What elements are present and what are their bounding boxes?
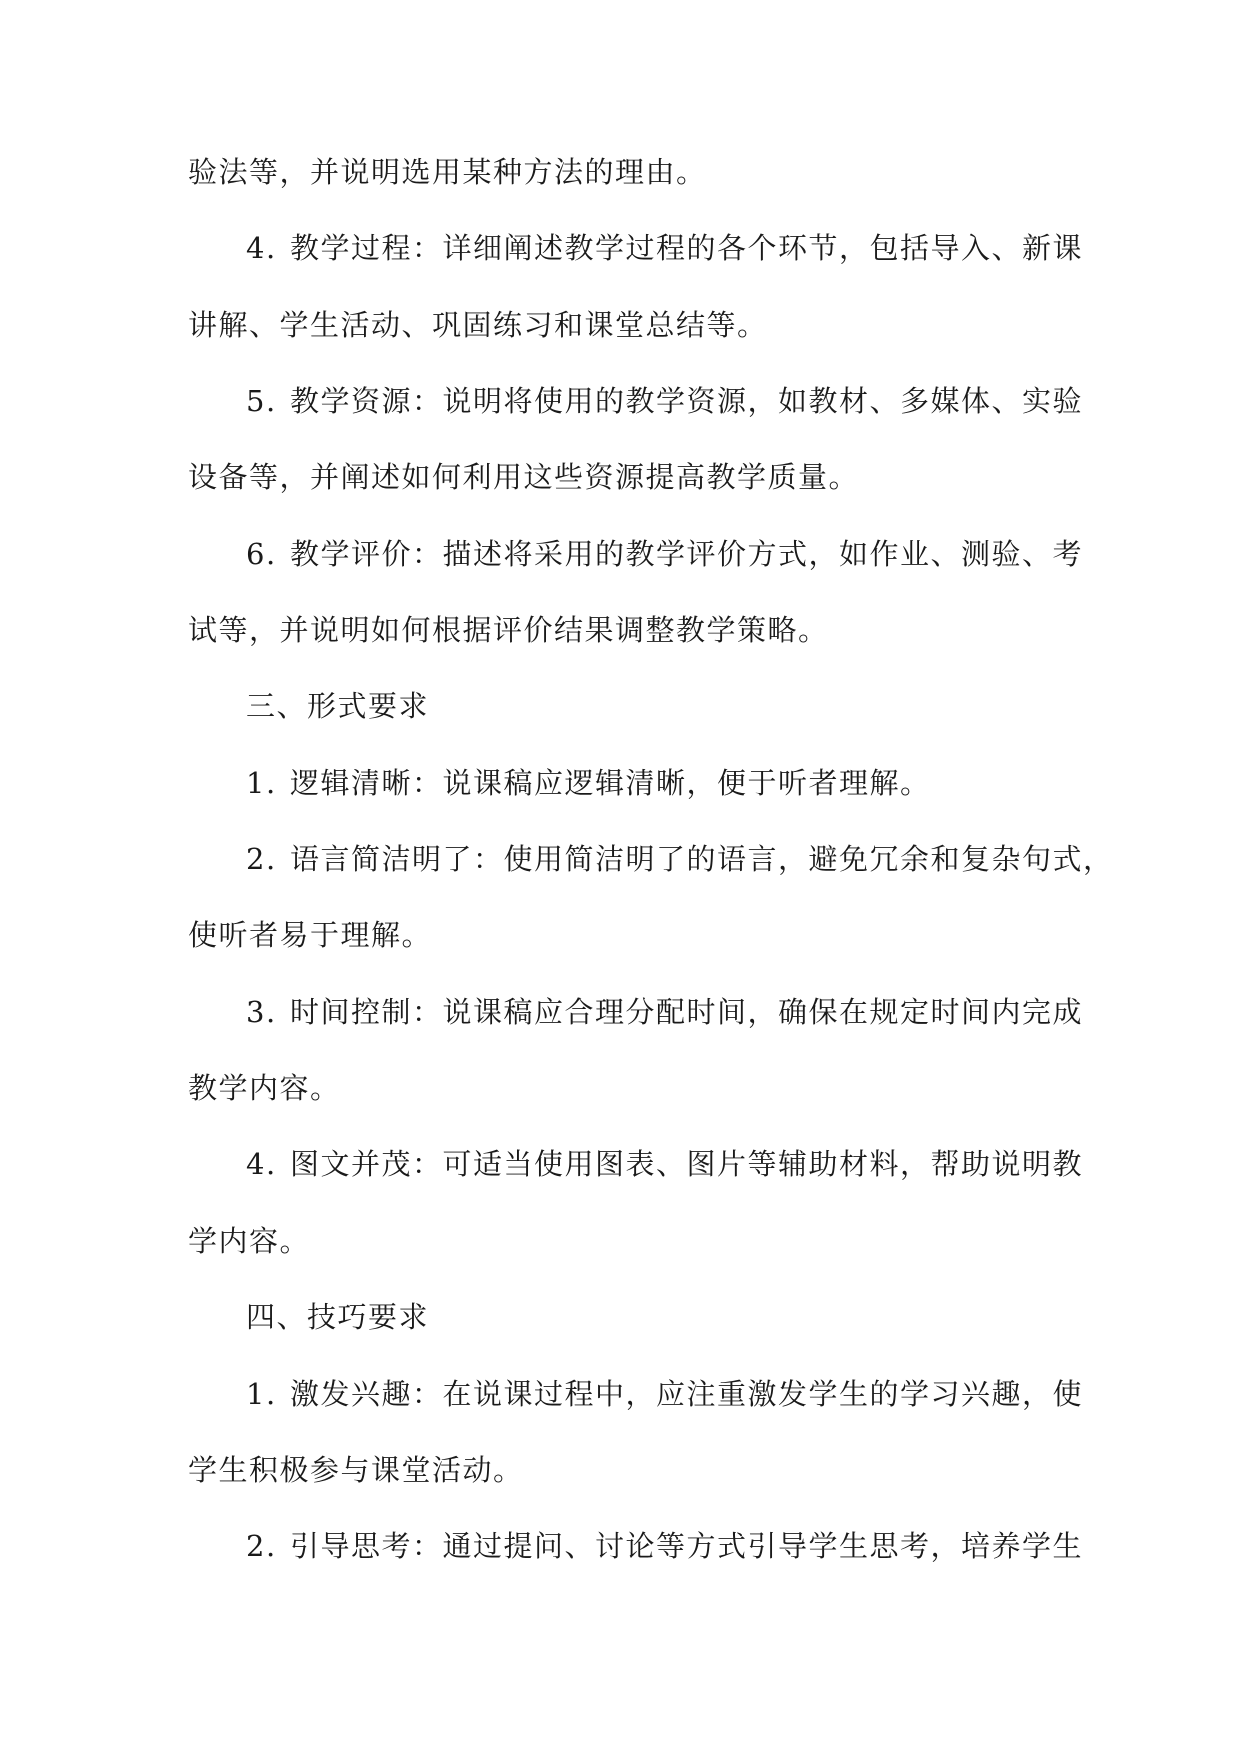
text-line	[188, 1068, 341, 1108]
text-line	[188, 457, 859, 497]
section-heading-4	[246, 1297, 429, 1337]
item-text: 逻辑清晰：说课稿应逻辑清晰，便于听者理解。	[290, 766, 931, 800]
text-line-content: 学内容。	[188, 1224, 311, 1258]
item-text: 教学过程：详细阐述教学过程的各个环节，包括导入、新课	[290, 231, 1084, 265]
numbered-item-5	[246, 381, 1083, 421]
item-text: 语言简洁明了：使用简洁明了的语言，避免冗余和复杂句式，	[290, 842, 1114, 876]
item-number: 6.	[246, 537, 277, 571]
item-number: 1.	[246, 766, 277, 800]
item-text: 图文并茂：可适当使用图表、图片等辅助材料，帮助说明教	[290, 1147, 1084, 1181]
item-number: 2.	[246, 1529, 277, 1563]
text-line-content: 教学内容。	[188, 1071, 341, 1105]
text-line	[188, 610, 829, 650]
item-number: 5.	[246, 384, 277, 418]
numbered-item-2	[246, 839, 1114, 879]
text-line-content: 设备等，并阐述如何利用这些资源提高教学质量。	[188, 460, 860, 494]
item-text: 教学评价：描述将采用的教学评价方式，如作业、测验、考	[290, 537, 1084, 571]
numbered-item-6	[246, 534, 1083, 574]
text-line-content: 讲解、学生活动、巩固练习和课堂总结等。	[188, 308, 768, 342]
section-heading-text: 三、形式要求	[246, 689, 430, 723]
item-number: 4.	[246, 1147, 277, 1181]
text-line-content: 试等，并说明如何根据评价结果调整教学策略。	[188, 613, 829, 647]
section-heading-3	[246, 686, 429, 726]
item-number: 4.	[246, 231, 277, 265]
numbered-item-3	[246, 992, 1083, 1032]
section-heading-text: 四、技巧要求	[246, 1300, 430, 1334]
item-text: 激发兴趣：在说课过程中，应注重激发学生的学习兴趣，使	[290, 1377, 1084, 1411]
item-text: 时间控制：说课稿应合理分配时间，确保在规定时间内完成	[290, 995, 1084, 1029]
numbered-item-4	[246, 228, 1083, 268]
item-text: 引导思考：通过提问、讨论等方式引导学生思考，培养学生	[290, 1529, 1084, 1563]
text-line-content: 学生积极参与课堂活动。	[188, 1453, 524, 1487]
numbered-item-2	[246, 1526, 1083, 1566]
item-number: 2.	[246, 842, 277, 876]
text-line	[188, 1450, 524, 1490]
text-line	[188, 915, 432, 955]
text-line	[188, 305, 768, 345]
text-line-content: 验法等，并说明选用某种方法的理由。	[188, 155, 707, 189]
item-text: 教学资源：说明将使用的教学资源，如教材、多媒体、实验	[290, 384, 1084, 418]
item-number: 3.	[246, 995, 277, 1029]
numbered-item-4	[246, 1144, 1083, 1184]
numbered-item-1	[246, 1374, 1083, 1414]
text-line-content: 使听者易于理解。	[188, 918, 433, 952]
text-line	[188, 1221, 310, 1261]
numbered-item-1	[246, 763, 931, 803]
item-number: 1.	[246, 1377, 277, 1411]
text-line	[188, 152, 707, 192]
